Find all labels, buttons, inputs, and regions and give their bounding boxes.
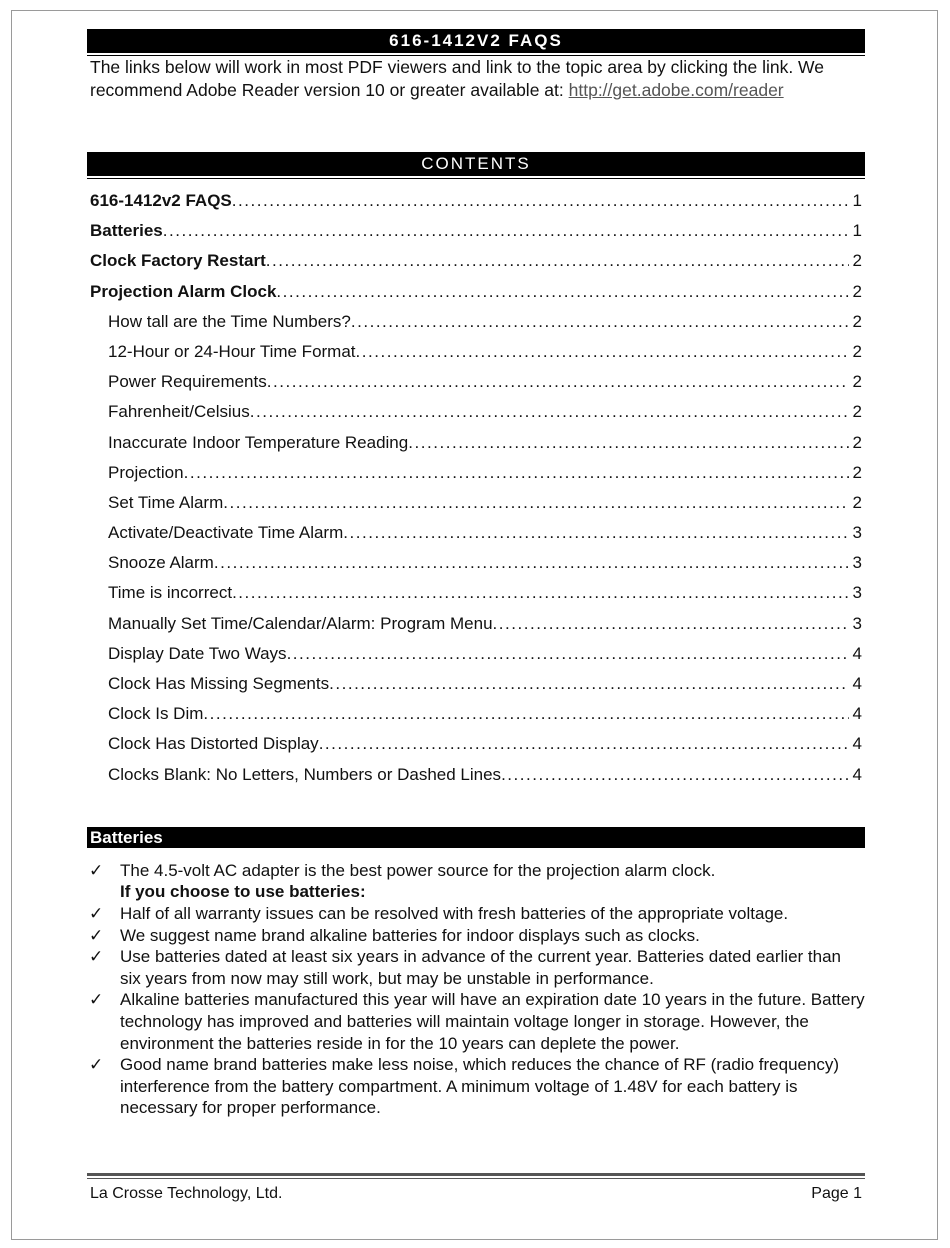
battery-tip-subheading: If you choose to use batteries: — [120, 882, 366, 902]
battery-tip-text: Use batteries dated at least six years in advance of the current year. Batteries dated earlier than six years from now may still work, but may be unstable in performance. — [120, 947, 842, 988]
toc-entry[interactable] — [87, 734, 865, 764]
toc-dot-leader — [351, 312, 849, 332]
toc-entry[interactable] — [87, 463, 865, 493]
toc-entry-page: 3 — [852, 553, 862, 573]
checkmark-icon: ✓ — [89, 903, 104, 923]
toc-dot-leader — [232, 583, 848, 603]
toc-entry[interactable] — [87, 433, 865, 463]
toc-entry[interactable] — [87, 312, 865, 342]
toc-entry-title: Set Time Alarm — [108, 492, 224, 512]
toc-entry[interactable] — [87, 221, 865, 251]
toc-entry-title: Time is incorrect — [108, 583, 233, 603]
battery-tip-text: We suggest name brand alkaline batteries for indoor displays such as clocks. — [120, 925, 700, 945]
toc-dot-leader — [214, 553, 849, 573]
toc-entry-page: 1 — [852, 221, 862, 241]
toc-dot-leader — [501, 765, 848, 785]
page-footer — [87, 1173, 865, 1203]
toc-dot-leader — [493, 614, 849, 634]
battery-tip-text-block — [120, 989, 865, 1054]
toc-dot-leader — [276, 282, 848, 302]
toc-entry-page: 2 — [852, 402, 862, 422]
toc-entry[interactable] — [87, 704, 865, 734]
battery-tip-text: Alkaline batteries manufactured this year will have an expiration date 10 years in the future. Battery technology has improved and batteries will maintain voltage longer in storage. However, the environment the batteries reside in for the 10 years can deplete the power. — [120, 990, 865, 1053]
toc-dot-leader — [163, 221, 849, 241]
toc-dot-leader — [408, 433, 848, 453]
table-of-contents — [87, 191, 865, 795]
checkmark-icon: ✓ — [89, 1055, 104, 1075]
toc-entry-page: 4 — [852, 704, 862, 724]
toc-entry[interactable] — [87, 282, 865, 312]
battery-tip-text: Half of all warranty issues can be resolved with fresh batteries of the appropriate voltage. — [120, 903, 789, 923]
toc-entry[interactable] — [87, 402, 865, 432]
toc-entry-title: Clocks Blank: No Letters, Numbers or Dashed Lines — [108, 764, 502, 784]
battery-tip — [87, 860, 865, 903]
checkmark-icon: ✓ — [89, 925, 104, 945]
battery-tip-text: The 4.5-volt AC adapter is the best power source for the projection alarm clock. — [120, 860, 716, 880]
toc-entry-page: 2 — [852, 432, 862, 452]
document-content — [87, 29, 865, 1119]
toc-entry-page: 2 — [852, 281, 862, 301]
toc-dot-leader — [287, 644, 849, 664]
toc-dot-leader — [343, 523, 848, 543]
contents-heading: CONTENTS — [87, 152, 865, 176]
battery-tip — [87, 1054, 865, 1119]
toc-entry-page: 4 — [852, 643, 862, 663]
intro-paragraph — [87, 56, 865, 102]
toc-entry-title: Clock Has Missing Segments — [108, 674, 330, 693]
toc-entry-page: 4 — [852, 674, 862, 693]
toc-entry-page: 3 — [852, 613, 862, 633]
toc-entry[interactable] — [87, 583, 865, 613]
toc-entry-title: Fahrenheit/Celsius — [108, 402, 250, 422]
toc-entry-title: 616-1412v2 FAQS — [90, 191, 232, 210]
toc-entry[interactable] — [87, 674, 865, 704]
checkmark-icon: ✓ — [89, 860, 104, 880]
intro-text: The links below will work in most PDF viewers and link to the topic area by clicking the link. We recommend Adobe Reader version 10 or greater available at: — [90, 57, 824, 100]
battery-tip-text-block — [120, 860, 865, 903]
toc-dot-leader — [223, 493, 848, 513]
toc-entry-title: Power Requirements — [108, 372, 267, 392]
toc-dot-leader — [184, 463, 849, 483]
toc-entry[interactable] — [87, 372, 865, 402]
toc-entry-title: How tall are the Time Numbers? — [108, 311, 351, 331]
toc-entry[interactable] — [87, 523, 865, 553]
toc-entry-page: 2 — [852, 372, 862, 392]
toc-entry[interactable] — [87, 614, 865, 644]
toc-dot-leader — [329, 674, 848, 694]
footer-company: La Crosse Technology, Ltd. — [90, 1185, 283, 1202]
toc-entry-page: 2 — [852, 251, 862, 271]
toc-entry-title: Clock Is Dim — [108, 704, 204, 724]
toc-entry-title: Display Date Two Ways — [108, 643, 287, 663]
toc-entry-title: Inaccurate Indoor Temperature Reading — [108, 432, 409, 452]
footer-page-number: Page 1 — [811, 1185, 862, 1202]
toc-entry[interactable] — [87, 765, 865, 795]
batteries-heading: Batteries — [87, 827, 865, 848]
toc-entry-page: 2 — [852, 462, 862, 482]
battery-tip — [87, 946, 865, 989]
battery-tip-text-block — [120, 925, 865, 947]
toc-dot-leader — [267, 372, 849, 392]
toc-entry-page: 2 — [852, 492, 862, 512]
toc-entry-title: Projection Alarm Clock — [90, 281, 277, 301]
toc-entry[interactable] — [87, 342, 865, 372]
battery-tip-text: Good name brand batteries make less noise, which reduces the chance of RF (radio frequency) interference from the battery compartment. A minimum voltage of 1.48V for each battery is necessary for proper performance. — [120, 1055, 840, 1118]
toc-entry-title: Snooze Alarm — [108, 553, 214, 573]
toc-entry-title: Activate/Deactivate Time Alarm — [108, 523, 344, 543]
battery-tip — [87, 925, 865, 947]
battery-tip — [87, 989, 865, 1054]
toc-entry[interactable] — [87, 644, 865, 674]
toc-entry-page: 3 — [852, 583, 862, 603]
toc-dot-leader — [356, 342, 849, 362]
toc-entry-title: Clock Factory Restart — [90, 251, 266, 271]
toc-entry[interactable] — [87, 251, 865, 281]
toc-entry-title: 12-Hour or 24-Hour Time Format — [108, 341, 356, 361]
battery-tip-text-block — [120, 1054, 865, 1119]
battery-tip-text-block — [120, 946, 865, 989]
toc-entry-title: Projection — [108, 462, 184, 482]
battery-tip-text-block — [120, 903, 865, 925]
toc-entry-page: 4 — [852, 764, 862, 784]
toc-entry[interactable] — [87, 553, 865, 583]
toc-dot-leader — [232, 191, 849, 211]
toc-dot-leader — [319, 734, 849, 754]
footer-rule-thick — [87, 1173, 865, 1176]
toc-entry-title: Batteries — [90, 221, 163, 241]
checkmark-icon: ✓ — [89, 990, 104, 1010]
toc-dot-leader — [203, 704, 848, 724]
toc-entry-title: Clock Has Distorted Display — [108, 734, 319, 754]
toc-dot-leader — [250, 402, 849, 422]
toc-entry-title: Manually Set Time/Calendar/Alarm: Program Menu — [108, 613, 493, 633]
toc-entry-page: 2 — [852, 311, 862, 331]
toc-entry-page: 4 — [852, 734, 862, 754]
toc-dot-leader — [266, 251, 849, 271]
toc-entry-page: 3 — [852, 523, 862, 543]
adobe-reader-link[interactable]: http://get.adobe.com/reader — [568, 80, 784, 100]
batteries-list — [87, 860, 865, 1119]
toc-entry-page: 1 — [852, 191, 862, 210]
footer-rule-thin — [87, 1178, 865, 1179]
document-title: 616-1412V2 FAQS — [87, 29, 865, 53]
checkmark-icon: ✓ — [89, 947, 104, 967]
toc-entry[interactable] — [87, 493, 865, 523]
battery-tip — [87, 903, 865, 925]
toc-entry-page: 2 — [852, 341, 862, 361]
toc-entry[interactable] — [87, 191, 865, 221]
